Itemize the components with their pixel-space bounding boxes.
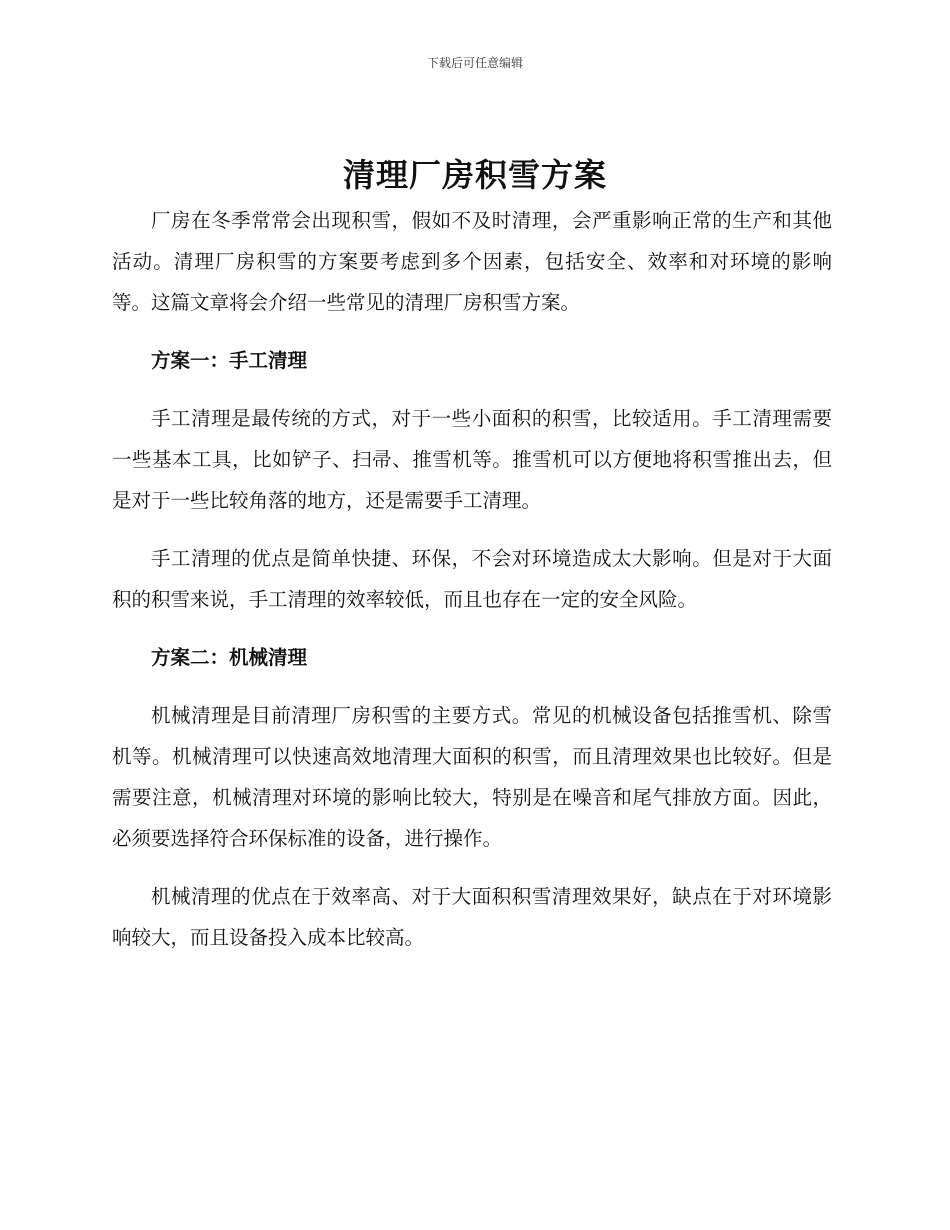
section1-paragraph-2: 手工清理的优点是简单快捷、环保，不会对环境造成太大影响。但是对于大面积的积雪来说，手工清理的效率较低，而且也存在一定的安全风险。 xyxy=(112,547,832,611)
section1-paragraph-1: 手工清理是最传统的方式，对于一些小面积的积雪，比较适用。手工清理需要一些基本工具，比如铲子、扫帚、推雪机等。推雪机可以方便地将积雪推出去，但是对于一些比较角落的地方，还是需要手工清理。 xyxy=(112,407,832,512)
section2-heading: 方案二：机械清理 xyxy=(151,646,308,669)
section2-paragraph-2: 机械清理的优点在于效率高、对于大面积积雪清理效果好，缺点在于对环境影响较大，而且设备投入成本比较高。 xyxy=(112,885,832,949)
section1-heading: 方案一：手工清理 xyxy=(151,349,308,372)
header-note: 下载后可任意编辑 xyxy=(426,56,523,70)
document-body xyxy=(112,200,832,958)
document-title: 清理厂房积雪方案 xyxy=(342,156,607,194)
intro-paragraph: 厂房在冬季常常会出现积雪，假如不及时清理，会严重影响正常的生产和其他活动。清理厂房积雪的方案要考虑到多个因素，包括安全、效率和对环境的影响等。这篇文章将会介绍一些常见的清理厂房积雪方案。 xyxy=(112,209,832,314)
section2-paragraph-1: 机械清理是目前清理厂房积雪的主要方式。常见的机械设备包括推雪机、除雪机等。机械清理可以快速高效地清理大面积的积雪，而且清理效果也比较好。但是需要注意，机械清理对环境的影响比较大，特别是在噪音和尾气排放方面。因此，必须要选择符合环保标准的设备，进行操作。 xyxy=(112,704,832,850)
